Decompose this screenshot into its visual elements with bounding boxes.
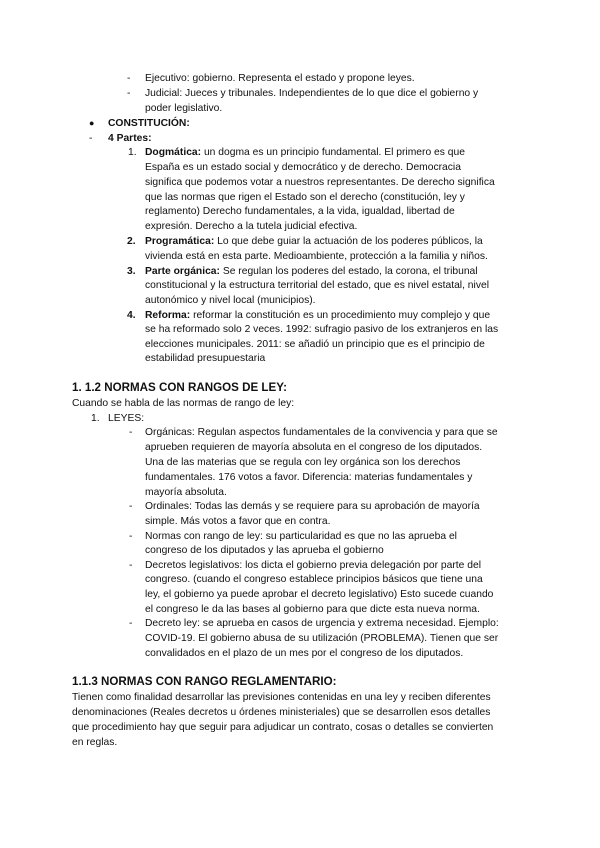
dash-marker: - xyxy=(129,560,133,571)
dash-marker: - xyxy=(127,73,131,84)
paragraph-line: Tienen como finalidad desarrollar las previsiones contenidas en una ley y reciben diferentes xyxy=(72,692,491,703)
part-text: estabilidad presupuestaria xyxy=(145,353,266,364)
organicas-line: aprueben requieren de mayoría absoluta en el congreso de los diputados. xyxy=(145,442,483,453)
part-text: que las normas que rigen el Estado son el derecho (constitución, ley y xyxy=(145,192,465,203)
rango-ley-line: congreso de los diputados y las aprueba el gobierno xyxy=(145,545,384,556)
decretos-legislativos-line: ley, el gobierno ya puede aprobar el decreto legislativo) Esto sucede cuando xyxy=(145,589,494,600)
section-heading: 1.1.3 NORMAS CON RANGO REGLAMENTARIO: xyxy=(72,675,337,688)
part-text: significa que podemos votar a nuestros representantes. De derecho significa xyxy=(145,177,495,188)
organicas-line: mayoría absoluta. xyxy=(145,487,227,498)
part-text: constitucional y la estructura territorial del estado, que es nivel estatal, nivel xyxy=(145,280,489,291)
ordinales-line: simple. Más votos a favor que en contra. xyxy=(145,516,331,527)
parts-label: 4 Partes: xyxy=(108,133,152,144)
part-text: se ha reformado solo 2 veces. 1992: sufragio pasivo de los extranjeros en las xyxy=(145,324,499,335)
part-title: Dogmática: xyxy=(145,147,202,158)
part-text: España es un estado social y democrático y de derecho. Democracia xyxy=(145,162,461,173)
part-number: 1. xyxy=(128,147,137,158)
dash-marker: - xyxy=(127,88,131,99)
organicas-line: fundamentales. 176 votos a favor. Diferencia: materias fundamentales y xyxy=(145,472,473,483)
part-text: un dogma es un principio fundamental. El primero es que xyxy=(203,147,465,158)
part-title: Parte orgánica: xyxy=(145,266,220,277)
list-number: 1. xyxy=(91,413,100,424)
bullet-icon: ● xyxy=(89,118,95,128)
organicas-line: Orgánicas: Regulan aspectos fundamentales de la convivencia y para que se xyxy=(145,427,498,438)
constitucion-title: CONSTITUCIÓN: xyxy=(108,118,190,129)
decreto-ley-line: COVID-19. El gobierno abusa de su utilización (PROBLEMA). Tienen que ser xyxy=(145,633,499,644)
paragraph-line: denominaciones (Reales decretos u órdenes ministeriales) que se desarrollen esos detalles xyxy=(72,707,491,718)
part-text: elecciones municipales. 2011: se añadió un principio que es el principio de xyxy=(145,339,485,350)
dash-marker: - xyxy=(129,531,133,542)
part-text: reglamento) Derecho fundamentales, a la vida, igualdad, libertad de xyxy=(145,206,455,217)
organicas-line: Una de las materias que se regula con ley orgánica son los derechos xyxy=(145,457,461,468)
dash-marker: - xyxy=(129,618,133,629)
part-text: reformar la constitución es un procedimiento muy complejo y que xyxy=(193,310,491,321)
ordinales-line: Ordinales: Todas las demás y se requiere para su aprobación de mayoría xyxy=(145,501,480,512)
part-text: expresión. Derecho a la tutela judicial efectiva. xyxy=(145,221,358,232)
paragraph-line: que procedimiento hay que seguir para adjudicar un contrato, cosas o detalles se convierten xyxy=(72,722,494,733)
dash-marker: - xyxy=(89,133,93,144)
paragraph-line: en reglas. xyxy=(72,737,118,748)
dash-marker: - xyxy=(129,427,133,438)
decretos-legislativos-line: el congreso le da las bases al gobierno para que dicte esta nueva norma. xyxy=(145,604,480,615)
ejecutivo-line: Ejecutivo: gobierno. Representa el estado y propone leyes. xyxy=(145,73,415,84)
decreto-ley-line: convalidados en el plazo de un mes por el congreso de los diputados. xyxy=(145,648,464,659)
part-title: Reforma: xyxy=(145,310,191,321)
decretos-legislativos-line: congreso. (cuando el congreso establece principios básicos que tiene una xyxy=(145,574,483,585)
rango-ley-line: Normas con rango de ley: su particularidad es que no las aprueba el xyxy=(145,531,457,542)
dash-marker: - xyxy=(129,501,133,512)
decreto-ley-line: Decreto ley: se aprueba en casos de urgencia y extrema necesidad. Ejemplo: xyxy=(145,618,499,629)
part-number: 4. xyxy=(127,310,136,321)
part-programatica xyxy=(145,234,483,249)
section-heading: 1. 1.2 NORMAS CON RANGOS DE LEY: xyxy=(72,381,287,394)
part-number: 2. xyxy=(127,236,136,247)
leyes-label: LEYES: xyxy=(108,413,145,424)
part-reforma xyxy=(145,308,490,323)
part-text: autonómico y nivel local (municipios). xyxy=(145,295,316,306)
part-text: Lo que debe guiar la actuación de los poderes públicos, la xyxy=(217,236,483,247)
part-organica xyxy=(145,264,478,279)
part-title: Programática: xyxy=(145,236,215,247)
judicial-line: Judicial: Jueces y tribunales. Independientes de lo que dice el gobierno y xyxy=(145,88,479,99)
part-text: vivienda está en esta parte. Medioambiente, protección a la familia y niños. xyxy=(145,251,488,262)
part-text: Se regulan los poderes del estado, la corona, el tribunal xyxy=(222,266,478,277)
section-intro: Cuando se habla de las normas de rango de ley: xyxy=(72,398,295,409)
part-dogmatica xyxy=(145,145,465,160)
judicial-line: poder legislativo. xyxy=(145,103,223,114)
decretos-legislativos-line: Decretos legislativos: los dicta el gobierno previa delegación por parte del xyxy=(145,560,481,571)
part-number: 3. xyxy=(127,266,136,277)
